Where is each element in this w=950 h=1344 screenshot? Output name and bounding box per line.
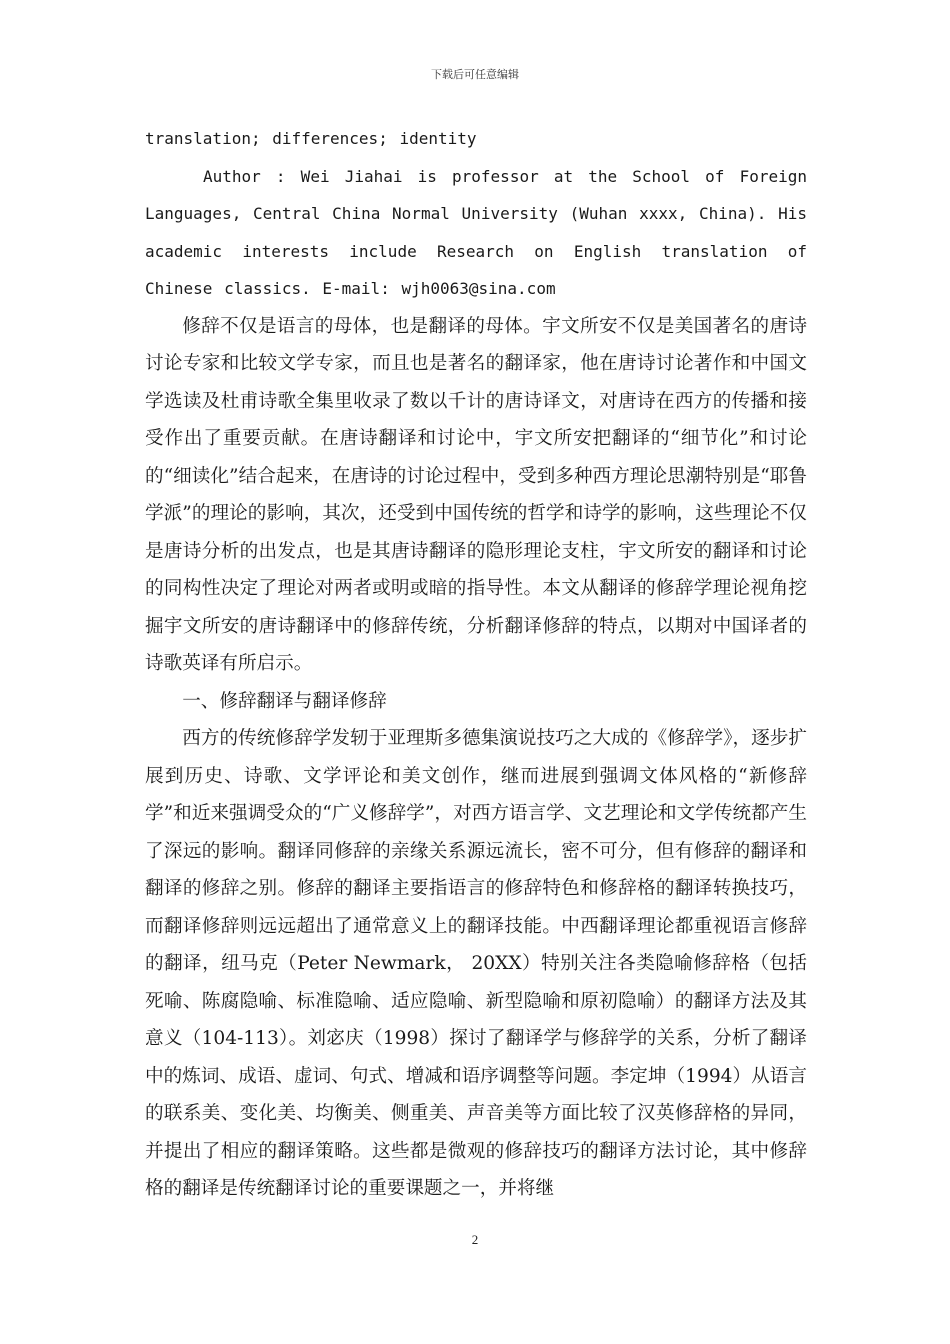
keywords-line: translation; differences; identity [145, 129, 477, 148]
page-number: 2 [471, 1232, 479, 1247]
section-paragraph: 西方的传统修辞学发轫于亚理斯多德集演说技巧之大成的《修辞学》，逐步扩展到历史、诗歌、文学评论和美文创作，继而进展到强调文体风格的“新修辞学”和近来强调受众的“广义修辞学”，对西方语言学、文艺理论和文学传统都产生了深远的影响。翻译同修辞的亲缘关系源远流长，密不可分，但有修辞的翻译和翻译的修辞之别。修辞的翻译主要指语言的修辞特色和修辞格的翻译转换技巧，而翻译修辞则远远超出了通常意义上的翻译技能。中西翻译理论都重视语言修辞的翻译，纽马克（Peter Newmark， 20XX）特别关注各类隐喻修辞格（包括死喻、陈腐隐喻、标准隐喻、适应隐喻、新型隐喻和原初隐喻）的翻译方法及其意义（104-113）。刘宓庆（1998）探讨了翻译学与修辞学的关系，分析了翻译中的炼词、成语、虚词、句式、增减和语序调整等问题。李定坤（1994）从语言的联系美、变化美、均衡美、侧重美、声音美等方面比较了汉英修辞格的异同，并提出了相应的翻译策略。这些都是微观的修辞技巧的翻译方法讨论，其中修辞格的翻译是传统翻译讨论的重要课题之一，并将继 [145, 728, 807, 1199]
author-paragraph: Author : Wei Jiahai is professor at the School of Foreign Languages, Central China Normal University (Wuhan xxxx, China). His academic interests include Research on English translation of Chinese classics. E-mail: wjh0063@sina.com [145, 166, 807, 298]
section-heading: 一、修辞翻译与翻译修辞 [182, 690, 387, 712]
document-body [145, 120, 807, 1208]
intro-paragraph: 修辞不仅是语言的母体，也是翻译的母体。宇文所安不仅是美国著名的唐诗讨论专家和比较文学专家，而且也是著名的翻译家，他在唐诗讨论著作和中国文学选读及杜甫诗歌全集里收录了数以千计的唐诗译文，对唐诗在西方的传播和接受作出了重要贡献。在唐诗翻译和讨论中，宇文所安把翻译的“细节化”和讨论的“细读化”结合起来，在唐诗的讨论过程中，受到多种西方理论思潮特别是“耶鲁学派”的理论的影响，其次，还受到中国传统的哲学和诗学的影响，这些理论不仅是唐诗分析的出发点，也是其唐诗翻译的隐形理论支柱，宇文所安的翻译和讨论的同构性决定了理论对两者或明或暗的指导性。本文从翻译的修辞学理论视角挖掘宇文所安的唐诗翻译中的修辞传统，分析翻译修辞的特点，以期对中国译者的诗歌英译有所启示。 [145, 315, 807, 674]
page-header: 下载后可任意编辑 [431, 68, 519, 81]
